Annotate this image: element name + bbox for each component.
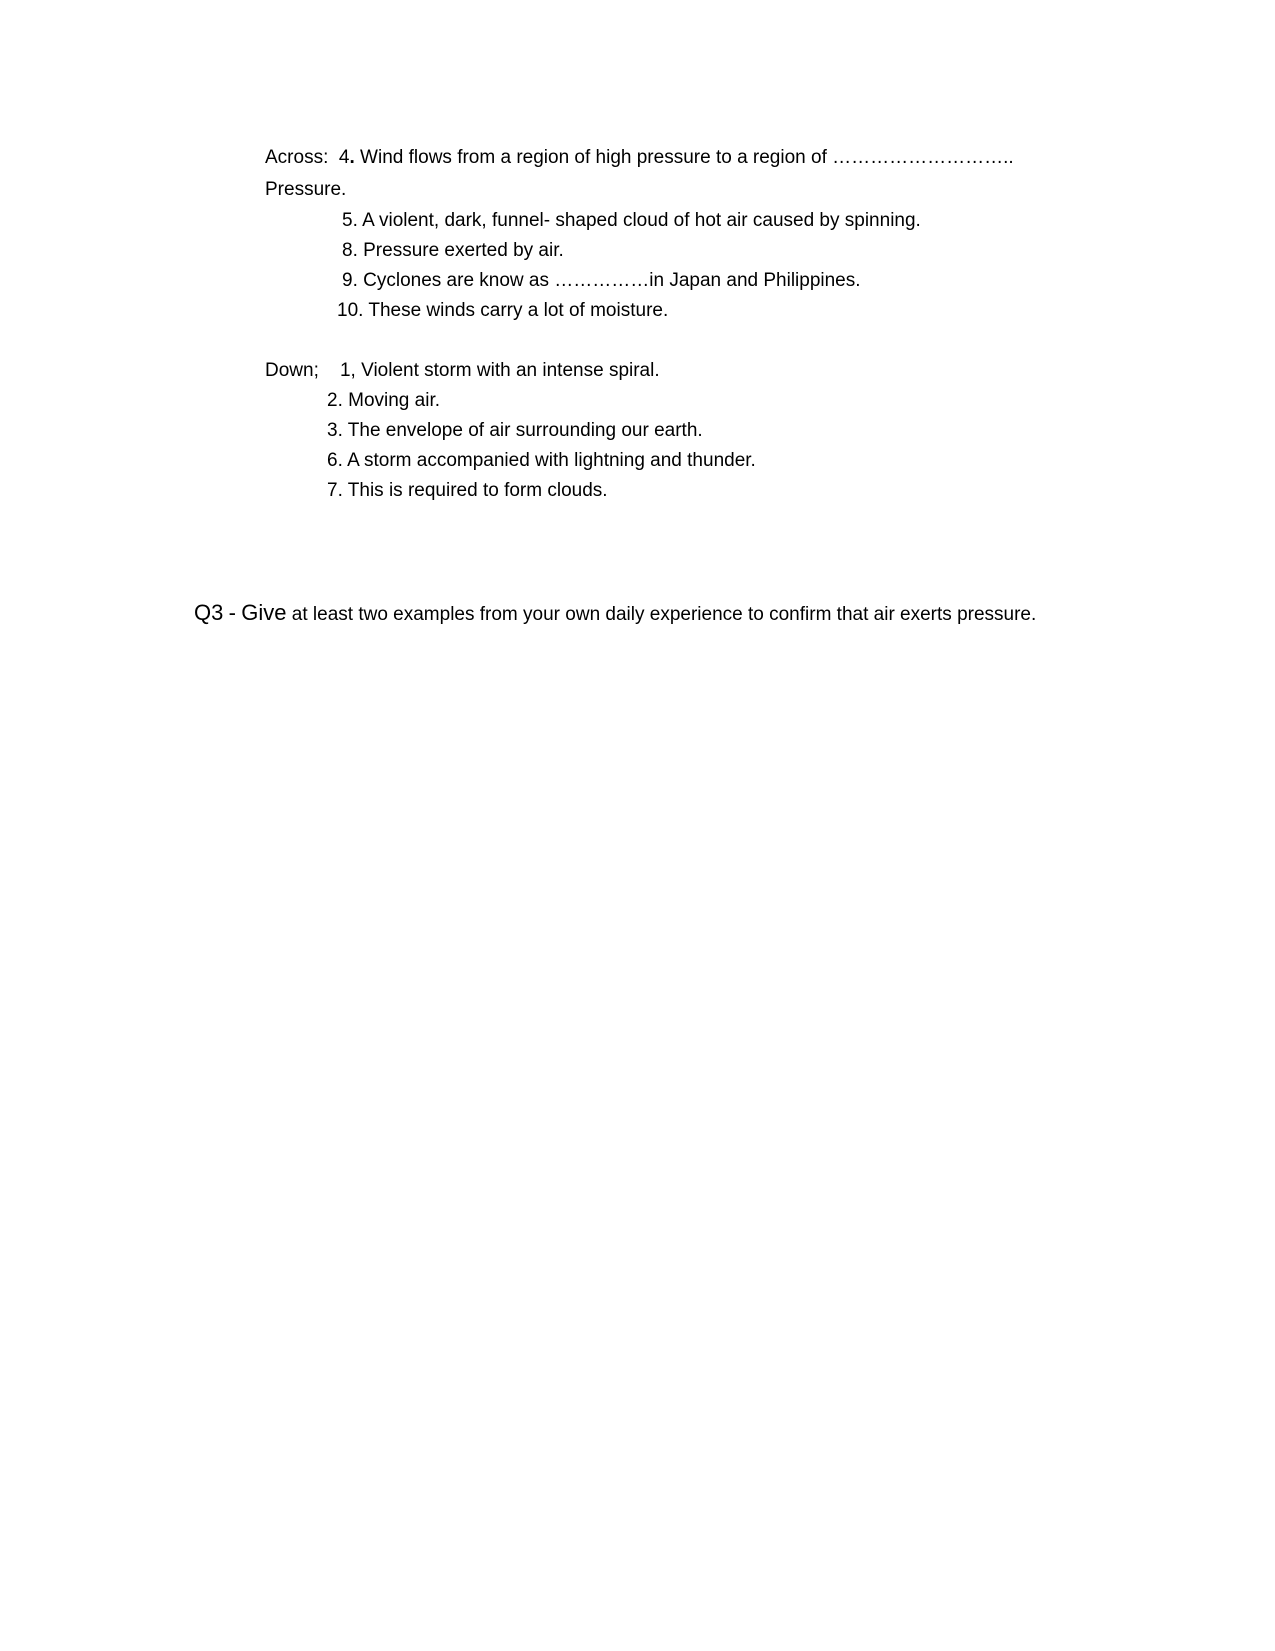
question-3-dash: - <box>228 600 236 625</box>
across-clue-4-number: 4 <box>338 147 350 168</box>
question-3-label: Q3 <box>194 600 224 625</box>
down-clue-1: 1, Violent storm with an intense spiral. <box>339 360 660 381</box>
across-clue-4-dot: . <box>349 147 355 168</box>
down-clue-6: 6. A storm accompanied with lightning and thunder. <box>327 450 756 471</box>
across-first-line <box>265 146 1014 170</box>
down-first-line <box>265 359 660 383</box>
across-clue-4-continuation: Pressure. <box>265 179 347 200</box>
down-clue-3: 3. The envelope of air surrounding our earth. <box>327 420 703 441</box>
across-clue-10: 10. These winds carry a lot of moisture. <box>337 300 669 321</box>
question-3-text: at least two examples from your own daily experience to confirm that air exerts pressure. <box>286 604 1037 625</box>
across-clue-9: 9. Cyclones are know as ……………in Japan and Philippines. <box>342 270 861 291</box>
down-clue-2: 2. Moving air. <box>327 390 440 411</box>
down-heading: Down; <box>265 360 319 381</box>
across-clue-5: 5. A violent, dark, funnel- shaped cloud of hot air caused by spinning. <box>342 210 921 231</box>
question-3 <box>194 601 1036 627</box>
question-3-verb: Give <box>241 600 287 625</box>
across-clue-4-text: Wind flows from a region of high pressure to a region of ……………………….. <box>354 147 1014 168</box>
across-heading: Across: <box>265 147 329 168</box>
across-clue-8: 8. Pressure exerted by air. <box>342 240 564 261</box>
down-clue-7: 7. This is required to form clouds. <box>327 480 608 501</box>
